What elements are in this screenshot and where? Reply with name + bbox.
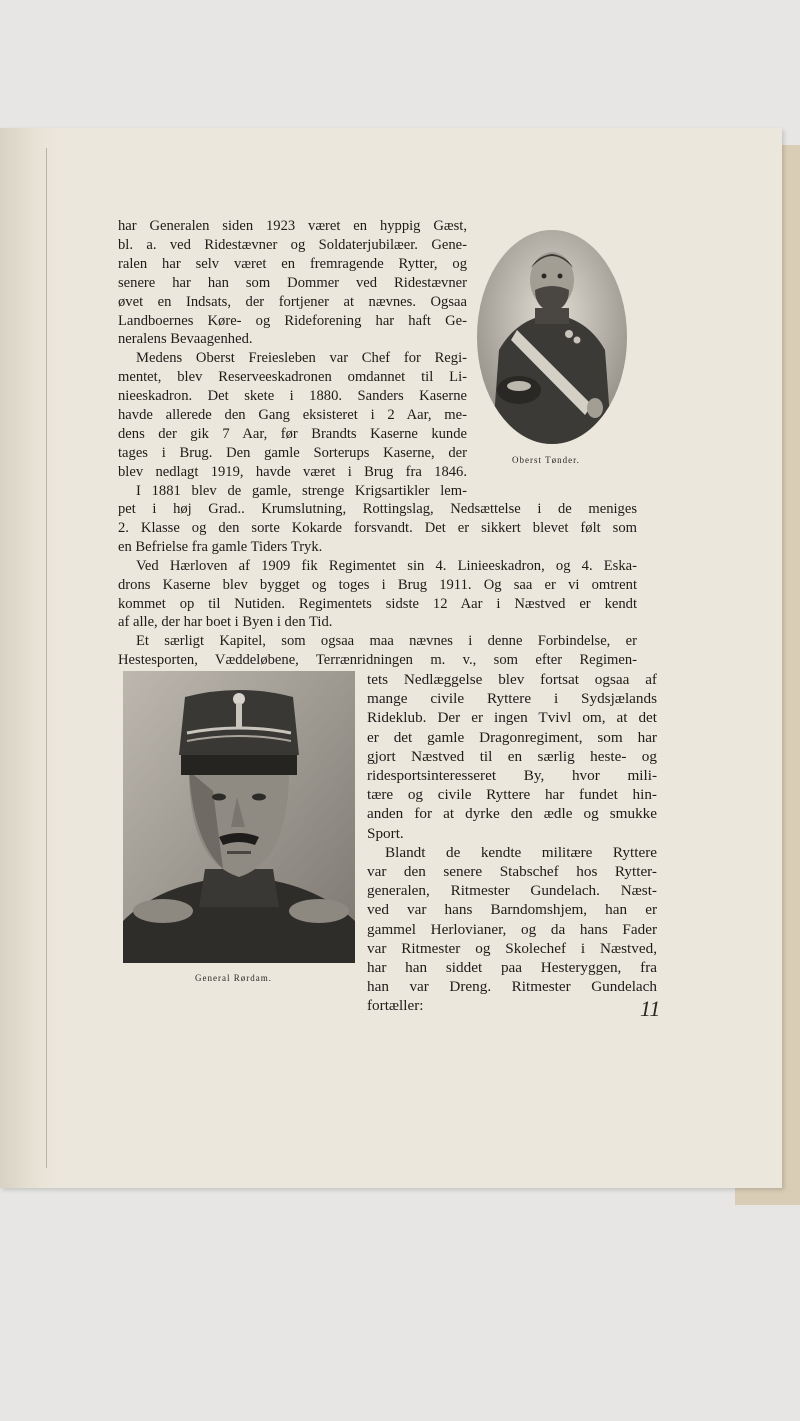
- text-line: af alle, der har boet i Byen i den Tid.: [118, 614, 333, 631]
- text-line: tages i Brug. Den gamle Sorterups Kaserne, der: [118, 444, 467, 461]
- text-line: gjort Næstved til en særlig heste- og: [367, 747, 657, 765]
- text-line: har Generalen siden 1923 været en hyppig Gæst,: [118, 218, 467, 234]
- caption-general-rordam: General Rørdam.: [195, 973, 272, 983]
- text-line: fortæller:: [367, 997, 424, 1015]
- text-line: blev nedlagt 1919, havde været i Brug fra 1846.: [118, 463, 467, 480]
- text-line: generalen, Ritmester Gundelach. Næst-: [367, 882, 657, 900]
- text-line: pet i høj Grad.. Krumslutning, Rottingslag, Nedsættelse i de meniges: [118, 501, 637, 517]
- text-column-right: [367, 670, 657, 1016]
- text-line: har han siddet paa Hesteryggen, fra: [367, 959, 657, 977]
- text-line: øvet en Indsats, der fortjener at nævnes. Ogsaa: [118, 293, 467, 310]
- portrait-general-rordam: [123, 671, 355, 963]
- text-line: mentet, blev Reserveeskadronen omdannet til Li-: [118, 369, 467, 386]
- text-line: tære og civile Ryttere har fundet hin-: [367, 786, 657, 804]
- text-line: var den senere Stabschef hos Rytter-: [367, 863, 657, 881]
- text-column-top: [118, 217, 467, 501]
- text-full-width: [118, 500, 637, 670]
- text-line: dens der gik 7 Aar, før Brandts Kaserne kunde: [118, 425, 467, 442]
- text-line: ridesportsinteresseret By, hvor mili-: [367, 767, 657, 785]
- text-line: I 1881 blev de gamle, strenge Krigsartikler lem-: [136, 482, 467, 499]
- text-line: han var Dreng. Ritmester Gundelach: [367, 978, 657, 996]
- text-line: ralen har selv været en fremragende Rytter, og: [118, 255, 467, 272]
- text-line: Medens Oberst Freiesleben var Chef for Regi-: [136, 350, 467, 367]
- text-line: Et særligt Kapitel, som ogsaa maa nævnes i denne Forbindelse, er: [136, 633, 637, 650]
- text-line: er det gamle Dragonregiment, som har: [367, 728, 657, 746]
- text-line: tets Nedlæggelse blev fortsat ogsaa af: [367, 671, 657, 688]
- text-line: Rideklub. Der er ingen Tvivl om, at det: [367, 709, 657, 727]
- text-line: mange civile Ryttere i Sydsjælands: [367, 690, 657, 708]
- text-line: bl. a. ved Ridestævner og Soldaterjubilæer. Gene-: [118, 236, 467, 253]
- text-line: Landboernes Køre- og Rideforening har haft Ge-: [118, 312, 467, 329]
- gutter-line: [46, 148, 47, 1168]
- text-line: var Ritmester og Skolechef i Næstved,: [367, 939, 657, 957]
- text-line: ved var hans Barndomshjem, han er: [367, 901, 657, 919]
- text-line: 2. Klasse og den sorte Kokarde forsvandt. Det er sikkert blevet følt som: [118, 519, 637, 536]
- text-line: Ved Hærloven af 1909 fik Regimentet sin 4. Linieeskadron, og 4. Eska-: [136, 557, 637, 574]
- portrait-oberst-tonder: [477, 230, 627, 444]
- text-line: Blandt de kendte militære Ryttere: [385, 843, 657, 861]
- caption-oberst-tonder: Oberst Tønder.: [512, 455, 580, 465]
- text-line: en Befrielse fra gamle Tiders Tryk.: [118, 538, 323, 555]
- text-line: kommet op til Nutiden. Regimentets sidste 12 Aar i Næstved er kendt: [118, 595, 637, 612]
- page-gutter: [0, 128, 60, 1188]
- text-line: havde allerede den Gang eksisteret i 2 Aar, me-: [118, 407, 467, 424]
- text-line: neralens Bevaagenhed.: [118, 331, 253, 348]
- text-line: Hestesporten, Væddeløbene, Terrænridningen m. v., som efter Regimen-: [118, 652, 637, 669]
- page-number: 11: [640, 996, 661, 1021]
- text-line: drons Kaserne blev bygget og toges i Brug 1911. Og saa er vi omtrent: [118, 576, 637, 593]
- portrait-oberst-tonder-image: [477, 230, 627, 444]
- text-line: nieeskadron. Det skete i 1880. Sanders Kaserne: [118, 388, 467, 405]
- text-line: anden for at dyrke den ædle og smukke: [367, 805, 657, 823]
- text-line: gammel Herlovianer, og da hans Fader: [367, 920, 657, 938]
- text-line: Sport.: [367, 824, 404, 842]
- portrait-general-rordam-image: [123, 671, 355, 963]
- text-line: senere har han som Dommer ved Ridestævner: [118, 274, 467, 291]
